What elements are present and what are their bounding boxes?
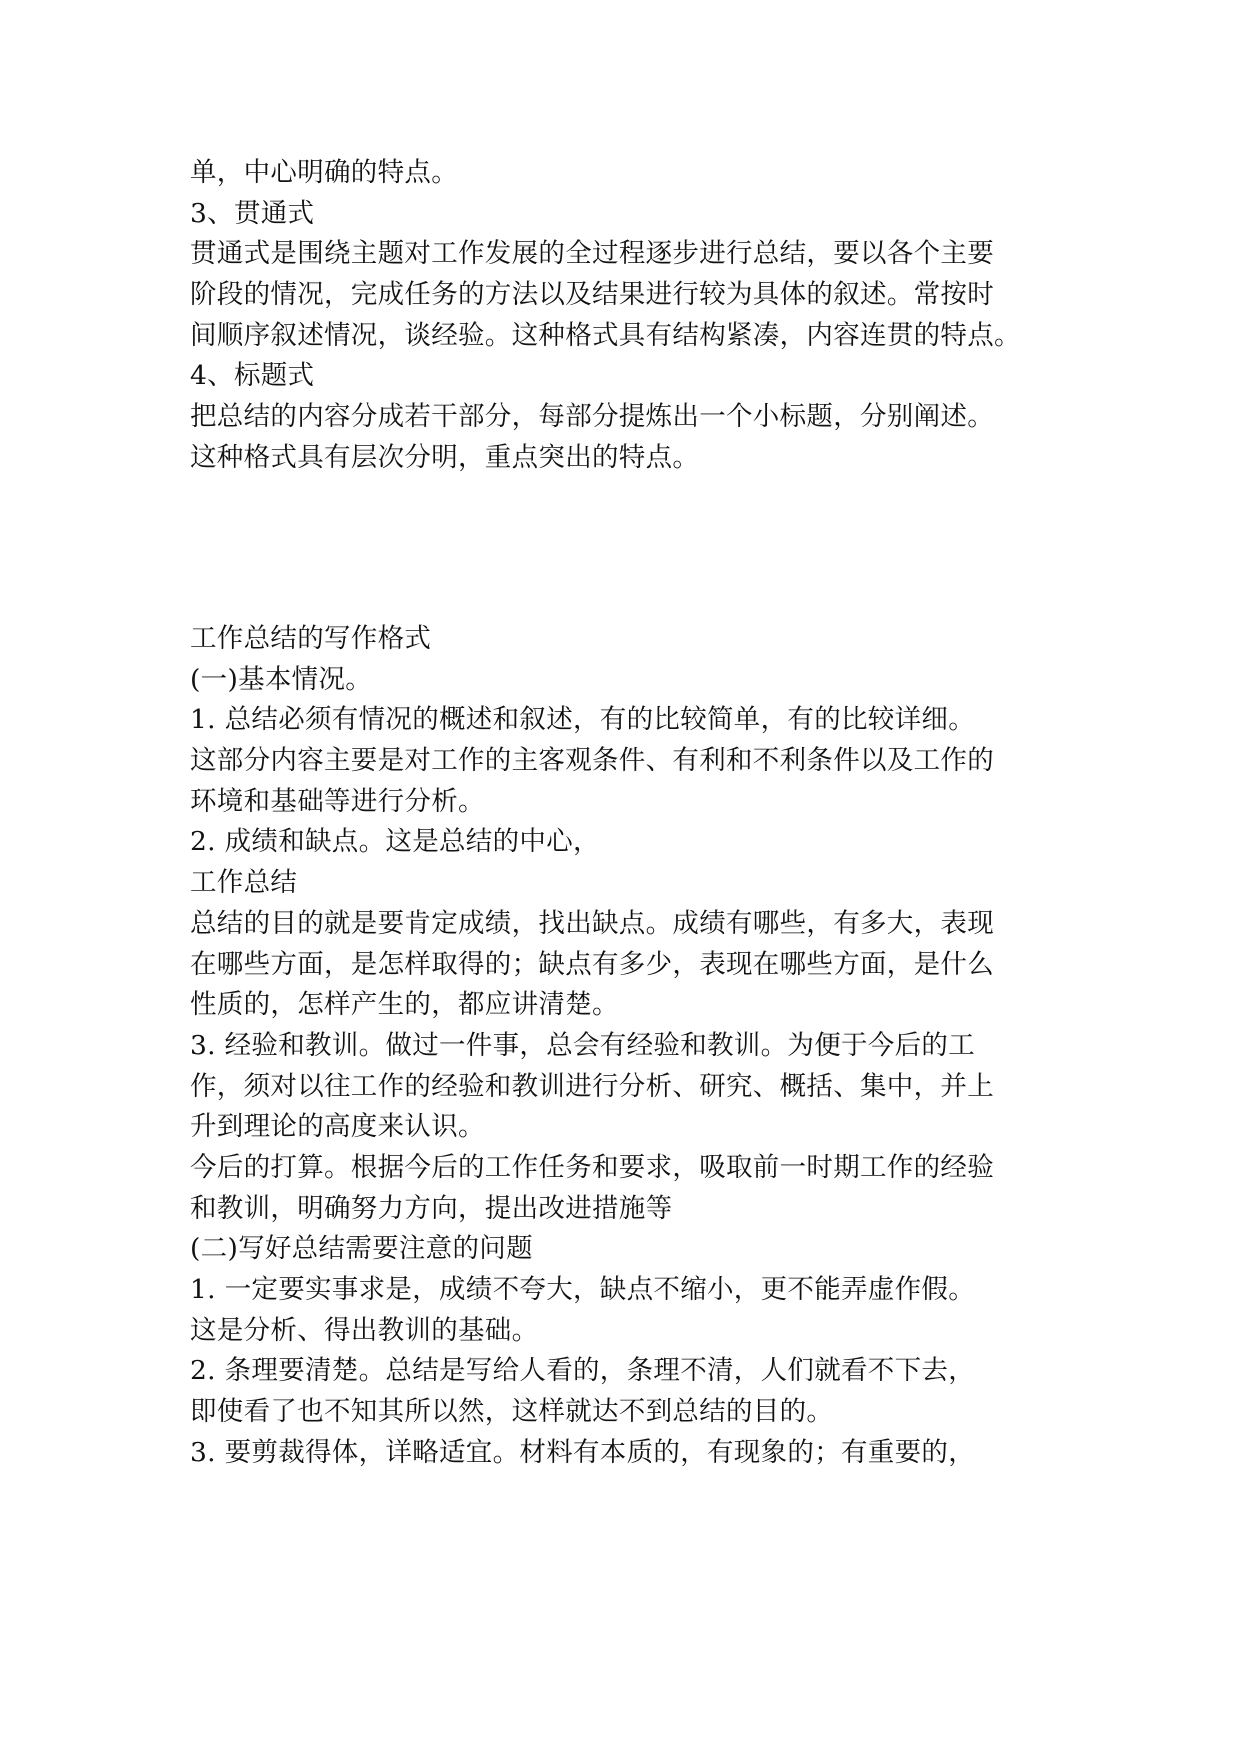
text-line: 作，须对以往工作的经验和教训进行分析、研究、概括、集中，并上: [190, 1070, 994, 1102]
text-line: 今后的打算。根据今后的工作任务和要求，吸取前一时期工作的经验: [190, 1151, 994, 1183]
text-line: 工作总结: [190, 867, 298, 899]
body-text-bottom: [190, 619, 1070, 1473]
text-line: 2. 条理要清楚。总结是写给人看的，条理不清，人们就看不下去，: [190, 1355, 976, 1387]
section-heading: 3、贯通式: [190, 197, 315, 229]
text-line: 2. 成绩和缺点。这是总结的中心，: [190, 826, 600, 858]
text-line: 这部分内容主要是对工作的主客观条件、有利和不利条件以及工作的: [190, 745, 994, 777]
body-text-top: [190, 153, 1070, 479]
text-line: 和教训，明确努力方向，提出改进措施等: [190, 1192, 673, 1224]
text-line: 升到理论的高度来认识。: [190, 1111, 485, 1143]
text-line: 在哪些方面，是怎样取得的；缺点有多少，表现在哪些方面，是什么: [190, 948, 994, 980]
text-line: 把总结的内容分成若干部分，每部分提炼出一个小标题，分别阐述。: [190, 401, 994, 433]
text-line: 贯通式是围绕主题对工作发展的全过程逐步进行总结，要以各个主要: [190, 238, 994, 270]
text-line: 这种格式具有层次分明，重点突出的特点。: [190, 441, 700, 473]
text-line: 3. 要剪裁得体，详略适宜。材料有本质的，有现象的；有重要的，: [190, 1436, 976, 1468]
text-line: 总结的目的就是要肯定成绩，找出缺点。成绩有哪些，有多大，表现: [190, 907, 994, 939]
section-heading: 4、标题式: [190, 360, 315, 392]
text-line: 环境和基础等进行分析。: [190, 785, 485, 817]
section-heading: (二)写好总结需要注意的问题: [190, 1233, 533, 1265]
page-title: 工作总结的写作格式: [190, 623, 432, 654]
text-line: 1. 总结必须有情况的概述和叙述，有的比较简单，有的比较详细。: [190, 704, 976, 736]
text-line: 1. 一定要实事求是，成绩不夸大，缺点不缩小，更不能弄虚作假。: [190, 1274, 976, 1305]
text-line: 间顺序叙述情况，谈经验。这种格式具有结构紧凑，内容连贯的特点。: [190, 319, 1021, 351]
text-line: 3. 经验和教训。做过一件事，总会有经验和教训。为便于今后的工: [190, 1029, 976, 1061]
text-line: 即使看了也不知其所以然，这样就达不到总结的目的。: [190, 1396, 834, 1428]
text-line: 这是分析、得出教训的基础。: [190, 1314, 539, 1346]
text-line: 阶段的情况，完成任务的方法以及结果进行较为具体的叙述。常按时: [190, 279, 994, 311]
text-line: 单，中心明确的特点。: [190, 157, 458, 188]
section-heading: (一)基本情况。: [190, 663, 373, 695]
text-line: 性质的，怎样产生的，都应讲清楚。: [190, 989, 619, 1021]
